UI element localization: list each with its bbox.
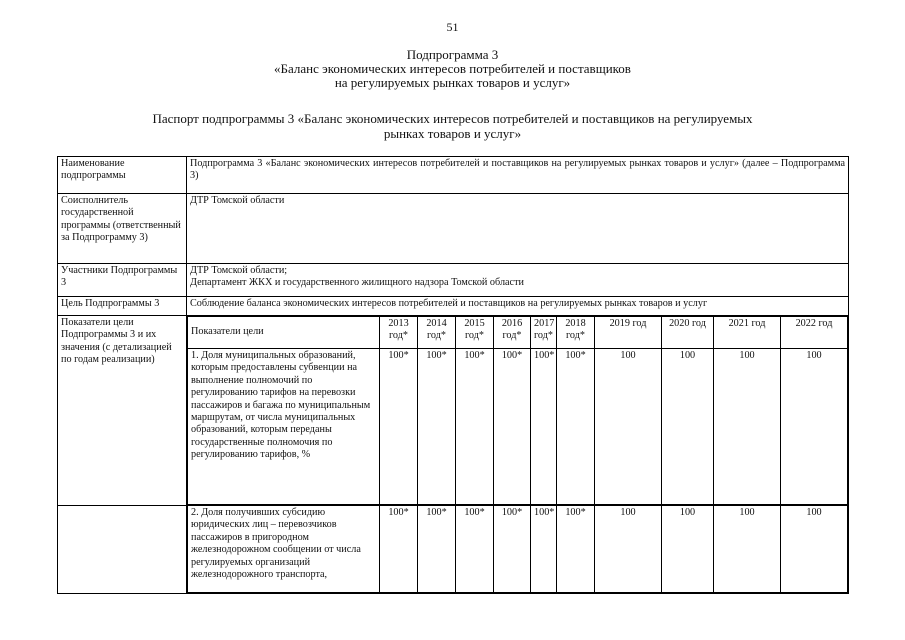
row-label-indicators-cont <box>58 506 187 594</box>
year-2019: 2019 год <box>595 317 662 349</box>
title-line-2: «Баланс экономических интересов потребителей и поставщиков <box>274 61 631 76</box>
indicator-1-2018: 100* <box>557 349 595 505</box>
participant-2: Департамент ЖКХ и государственного жилищного надзора Томской области <box>190 277 524 289</box>
indicator-2-2016: 100* <box>494 506 531 592</box>
subprogram-title <box>0 48 905 90</box>
indicator-2-2020: 100 <box>662 506 714 592</box>
row-value-goal: Соблюдение баланса экономических интересов потребителей и поставщиков на регулируемых рынках товаров и услуг <box>187 297 849 316</box>
year-2016: 2016 год* <box>494 317 531 349</box>
indicator-2-2019: 100 <box>595 506 662 592</box>
indicator-1-2021: 100 <box>714 349 781 505</box>
indicator-2-2015: 100* <box>456 506 494 592</box>
passport-line-1: Паспорт подпрограммы 3 «Баланс экономических интересов потребителей и поставщиков на регулируемых <box>152 111 753 126</box>
page-number: 51 <box>446 20 459 34</box>
row-label-participants: Участники Подпрограммы 3 <box>58 264 187 297</box>
indicators-header-row <box>188 317 848 349</box>
indicator-1-2015: 100* <box>456 349 494 505</box>
indicator-1-name: 1. Доля муниципальных образований, которым предоставлены субвенции на выполнение полномочий по регулированию тарифов на перевозки пассажиров и багажа по муниципальным маршрутам, от числа муниципальных образований, которым переданы государственные полномочия по регулированию тарифов, % <box>188 349 380 505</box>
year-2021: 2021 год <box>714 317 781 349</box>
year-2013: 2013 год* <box>380 317 418 349</box>
indicator-2-2022: 100 <box>781 506 848 592</box>
indicator-1-2022: 100 <box>781 349 848 505</box>
indicators-cell-cont <box>187 506 849 594</box>
year-2020: 2020 год <box>662 317 714 349</box>
row-label-indicators: Показатели цели Подпрограммы 3 и их значения (с детализацией по годам реализации) <box>58 316 187 506</box>
row-value-coexecutor: ДТР Томской области <box>187 194 849 264</box>
indicators-header: Показатели цели <box>188 317 380 349</box>
indicator-1-2016: 100* <box>494 349 531 505</box>
indicator-2-2018: 100* <box>557 506 595 592</box>
title-line-1: Подпрограмма 3 <box>406 47 499 62</box>
indicator-1-2019: 100 <box>595 349 662 505</box>
year-2022: 2022 год <box>781 317 848 349</box>
indicator-row-2 <box>188 506 848 592</box>
table-row <box>58 194 849 264</box>
row-label-name: Наименование подпрограммы <box>58 157 187 194</box>
table-row <box>58 157 849 194</box>
indicator-row-1 <box>188 349 848 505</box>
indicators-cell <box>187 316 849 506</box>
year-2014: 2014 год* <box>418 317 456 349</box>
row-label-goal: Цель Подпрограммы 3 <box>58 297 187 316</box>
year-2018: 2018 год* <box>557 317 595 349</box>
title-line-3: на регулируемых рынках товаров и услуг» <box>334 75 571 90</box>
indicator-2-2017: 100* <box>531 506 557 592</box>
passport-line-2: рынках товаров и услуг» <box>383 126 522 141</box>
indicator-2-2021: 100 <box>714 506 781 592</box>
indicator-2-2014: 100* <box>418 506 456 592</box>
indicator-2-2013: 100* <box>380 506 418 592</box>
indicators-table-cont <box>187 506 848 593</box>
row-value-participants <box>187 264 849 297</box>
indicator-2-name: 2. Доля получивших субсидию юридических лиц – перевозчиков пассажиров в пригородном железнодорожном сообщении от числа регулируемых организаций железнодорожного транспорта, <box>188 506 380 592</box>
table-row <box>58 316 849 506</box>
table-row <box>58 264 849 297</box>
year-2017: 2017 год* <box>531 317 557 349</box>
passport-heading <box>0 111 905 141</box>
table-row <box>58 506 849 594</box>
table-row <box>58 297 849 316</box>
indicator-1-2014: 100* <box>418 349 456 505</box>
row-value-name: Подпрограмма 3 «Баланс экономических интересов потребителей и поставщиков на регулируемых рынках товаров и услуг» (далее – Подпрограмма 3) <box>187 157 849 194</box>
passport-table <box>57 156 849 594</box>
participant-1: ДТР Томской области; <box>190 265 288 276</box>
indicator-1-2013: 100* <box>380 349 418 505</box>
indicator-1-2017: 100* <box>531 349 557 505</box>
indicators-table <box>187 316 848 505</box>
row-label-coexecutor: Соисполнитель государственной программы (ответственный за Подпрограмму 3) <box>58 194 187 264</box>
year-2015: 2015 год* <box>456 317 494 349</box>
indicator-1-2020: 100 <box>662 349 714 505</box>
